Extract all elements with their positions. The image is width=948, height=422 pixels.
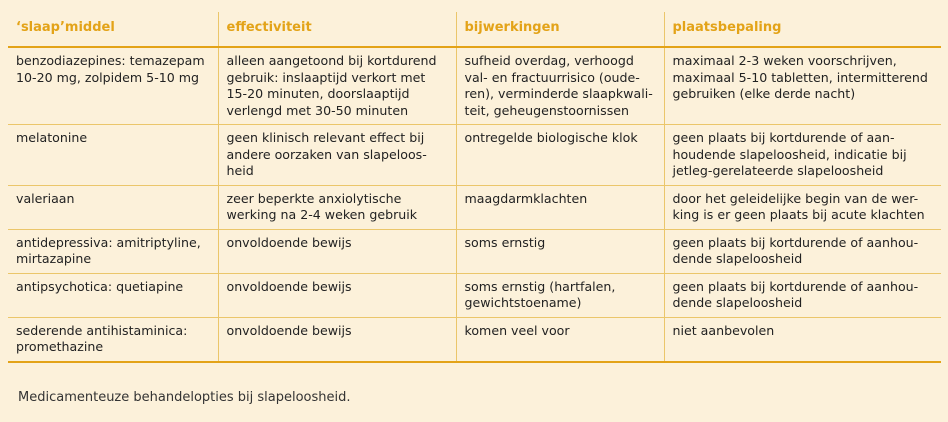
cell-bijwerkingen	[456, 185, 664, 229]
cell-line: niet aanbevolen	[672, 322, 775, 338]
cell-line: heid	[226, 163, 254, 178]
table-header-row	[8, 12, 941, 47]
cell-line: gebruiken (elke derde nacht)	[672, 86, 856, 101]
cell-line: gewichtstoename)	[464, 295, 582, 310]
cell-middel	[8, 125, 218, 186]
cell-bijwerkingen	[456, 273, 664, 317]
cell-line: soms ernstig (hartfalen,	[464, 278, 616, 294]
cell-middel	[8, 47, 218, 125]
cell-plaatsbepaling	[664, 185, 941, 229]
cell-line: maximaal 2-3 weken voorschrijven,	[672, 53, 897, 68]
header-effectiviteit: effectiviteit	[218, 12, 456, 47]
cell-line: geen klinisch relevant effect bij	[226, 130, 425, 145]
cell-effectiviteit	[218, 273, 456, 317]
cell-line: verlengd met 30-50 minuten	[226, 102, 409, 118]
cell-line: dende slapeloosheid	[672, 251, 803, 266]
cell-bijwerkingen	[456, 125, 664, 186]
cell-middel	[8, 273, 218, 317]
cell-effectiviteit	[218, 125, 456, 186]
table-row	[8, 317, 941, 362]
cell-line: zeer beperkte anxiolytische	[226, 190, 402, 206]
cell-line: onvoldoende bewijs	[226, 322, 352, 338]
cell-line: gebruik: inslaaptijd verkort met	[226, 69, 426, 85]
cell-line: geen plaats bij kortdurende of aan-	[672, 130, 895, 145]
cell-line: valeriaan	[16, 190, 75, 206]
cell-plaatsbepaling	[664, 273, 941, 317]
cell-effectiviteit	[218, 185, 456, 229]
header-middel: ‘slaap’middel	[8, 12, 218, 47]
table-body	[8, 47, 941, 362]
cell-line: soms ernstig	[464, 234, 546, 250]
cell-line: antipsychotica: quetiapine	[16, 278, 184, 294]
cell-bijwerkingen	[456, 229, 664, 273]
cell-middel	[8, 185, 218, 229]
cell-line: onvoldoende bewijs	[226, 234, 352, 250]
table-row	[8, 229, 941, 273]
cell-plaatsbepaling	[664, 317, 941, 362]
cell-line: ontregelde biologische klok	[464, 130, 638, 145]
table-caption: Medicamenteuze behandelopties bij slapeloosheid.	[18, 390, 351, 405]
cell-middel	[8, 229, 218, 273]
cell-line: door het geleidelijke begin van de wer-	[672, 190, 919, 206]
table-row	[8, 185, 941, 229]
cell-line: werking na 2-4 weken gebruik	[226, 207, 418, 222]
cell-line: val- en fractuurrisico (oude-	[464, 69, 640, 85]
cell-line: promethazine	[16, 339, 104, 354]
cell-line: 10-20 mg, zolpidem 5-10 mg	[16, 69, 200, 85]
cell-bijwerkingen	[456, 47, 664, 125]
table-row	[8, 47, 941, 125]
cell-line: antidepressiva: amitriptyline,	[16, 234, 201, 250]
table-row	[8, 125, 941, 186]
cell-plaatsbepaling	[664, 47, 941, 125]
cell-line: ren), verminderde slaapkwali-	[464, 86, 653, 101]
cell-line: geen plaats bij kortdurende of aanhou-	[672, 278, 919, 294]
cell-line: maximaal 5-10 tabletten, intermitterend	[672, 69, 928, 85]
cell-line: komen veel voor	[464, 322, 570, 338]
cell-effectiviteit	[218, 47, 456, 125]
cell-middel	[8, 317, 218, 362]
cell-line: king is er geen plaats bij acute klachten	[672, 207, 925, 222]
cell-line: jetleg-gerelateerde slapeloosheid	[672, 163, 884, 178]
cell-line: sufheid overdag, verhoogd	[464, 53, 634, 68]
header-bijwerkingen: bijwerkingen	[456, 12, 664, 47]
cell-line: mirtazapine	[16, 251, 92, 266]
cell-plaatsbepaling	[664, 229, 941, 273]
cell-line: melatonine	[16, 130, 88, 145]
cell-line: benzodiazepines: temazepam	[16, 53, 205, 68]
cell-line: sederende antihistaminica:	[16, 322, 188, 338]
cell-effectiviteit	[218, 229, 456, 273]
cell-line: 15-20 minuten, doorslaaptijd	[226, 86, 410, 101]
cell-line: onvoldoende bewijs	[226, 278, 352, 294]
cell-line: houdende slapeloosheid, indicatie bij	[672, 146, 907, 162]
header-plaatsbepaling: plaatsbepaling	[664, 12, 941, 47]
cell-effectiviteit	[218, 317, 456, 362]
cell-bijwerkingen	[456, 317, 664, 362]
table-row	[8, 273, 941, 317]
cell-line: alleen aangetoond bij kortdurend	[226, 53, 437, 68]
cell-line: dende slapeloosheid	[672, 295, 803, 310]
treatment-table	[8, 12, 941, 363]
cell-line: andere oorzaken van slapeloos-	[226, 146, 427, 162]
cell-line: maagdarmklachten	[464, 190, 588, 206]
cell-plaatsbepaling	[664, 125, 941, 186]
cell-line: teit, geheugenstoornissen	[464, 102, 630, 118]
cell-line: geen plaats bij kortdurende of aanhou-	[672, 234, 919, 250]
